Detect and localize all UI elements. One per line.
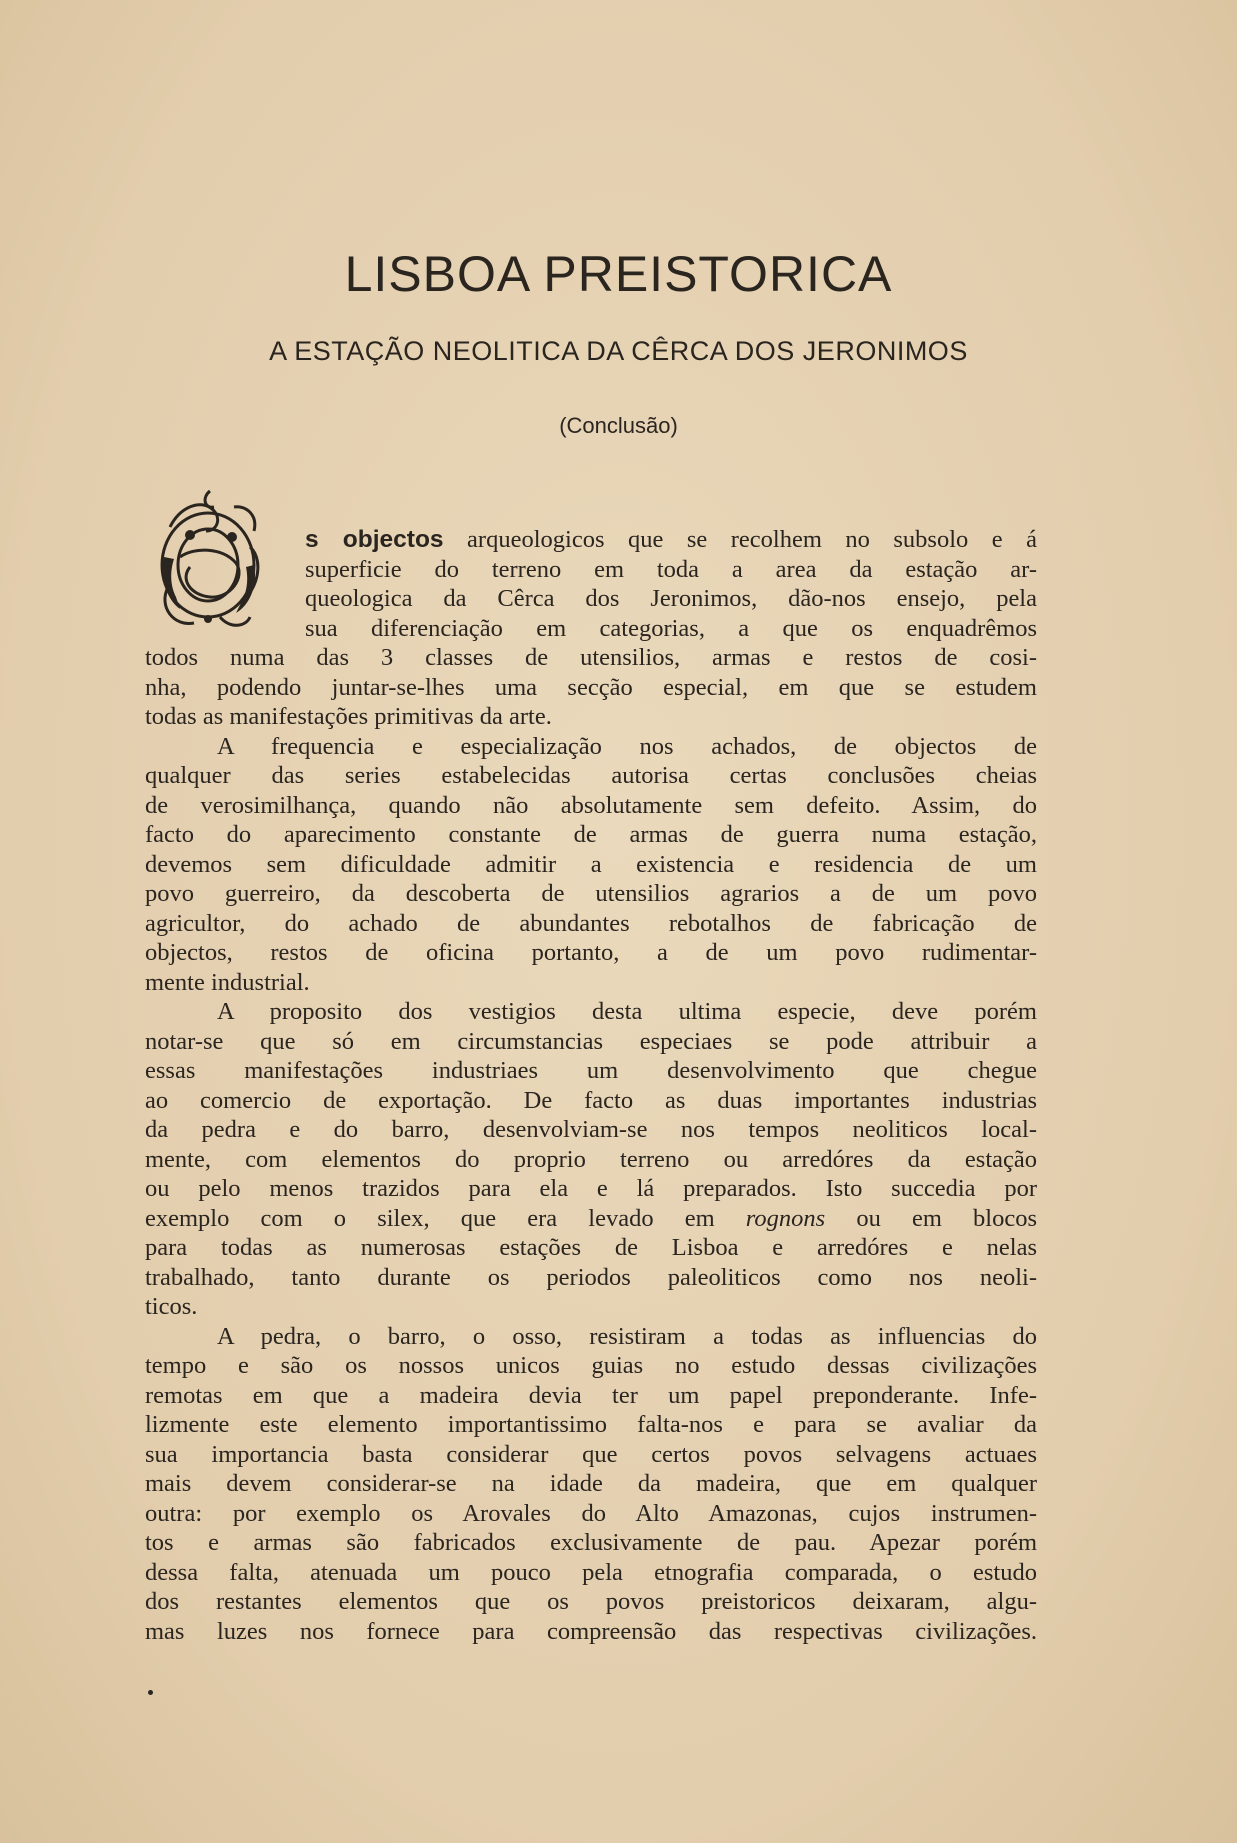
text-span: ou em blocos — [856, 1204, 1038, 1232]
text-span: exemplo com o silex, que era levado em — [145, 1204, 715, 1232]
text-line: outra: por exemplo os Arovales do Alto Amazonas, cujos instrumen- — [145, 1499, 1037, 1527]
paragraph-2 — [145, 732, 1037, 998]
page-title: LISBOA PREISTORICA — [344, 246, 893, 302]
text-line: dos restantes elementos que os povos preistoricos deixaram, algu- — [145, 1588, 1037, 1615]
text-line: trabalhado, tanto durante os periodos paleoliticos como nos neoli- — [145, 1263, 1037, 1291]
text-line: tempo e são os nossos unicos guias no estudo dessas civilizações — [145, 1352, 1037, 1379]
text-line: agricultor, do achado de abundantes rebotalhos de fabricação de — [145, 909, 1037, 937]
text-line: ou pelo menos trazidos para ela e lá preparados. Isto succedia por — [145, 1175, 1037, 1202]
text-line: para todas as numerosas estações de Lisboa e arredóres e nelas — [145, 1234, 1037, 1261]
paragraph-1 — [145, 525, 1037, 732]
bold-lead-text: s objectos — [305, 526, 444, 553]
continuation-note: (Conclusão) — [559, 413, 678, 438]
text-line: lizmente este elemento importantissimo falta-nos e para se avaliar da — [145, 1411, 1037, 1438]
page-subtitle: A ESTAÇÃO NEOLITICA DA CÊRCA DOS JERONIMOS — [269, 336, 968, 366]
text-line: ao comercio de exportação. De facto as duas importantes industrias — [145, 1086, 1037, 1114]
text-line: qualquer das series estabelecidas autorisa certas conclusões cheias — [145, 762, 1037, 789]
text-line: povo guerreiro, da descoberta de utensilios agrarios a de um povo — [145, 880, 1037, 907]
text-line: essas manifestações industriaes um desenvolvimento que chegue — [145, 1057, 1037, 1084]
text-line: todos numa das 3 classes de utensilios, armas e restos de cosi- — [145, 644, 1037, 671]
text-line: A pedra, o barro, o osso, resistiram a todas as influencias do — [217, 1322, 1037, 1350]
text-span: arqueologicos que se recolhem no subsolo e á — [467, 526, 1037, 553]
text-line: mente, com elementos do proprio terreno ou arredóres da estação — [145, 1145, 1037, 1173]
text-line: mente industrial. — [145, 968, 310, 996]
text-line: A frequencia e especialização nos achados, de objectos de — [217, 732, 1037, 760]
paragraph-4 — [145, 1322, 1037, 1647]
text-line: dessa falta, atenuada um pouco pela etnografia comparada, o estudo — [145, 1558, 1037, 1586]
text-line: todas as manifestações primitivas da arte. — [145, 703, 552, 730]
text-line: queologica da Cêrca dos Jeronimos, dão-nos ensejo, pela — [305, 585, 1037, 612]
text-line: de verosimilhança, quando não absolutamente sem defeito. Assim, do — [145, 791, 1037, 819]
text-line: ticos. — [145, 1293, 198, 1320]
ink-dot — [148, 1690, 153, 1695]
italic-term: rognons — [745, 1204, 826, 1232]
text-line: objectos, restos de oficina portanto, a de um povo rudimentar- — [145, 939, 1037, 966]
text-line: devemos sem dificuldade admitir a existencia e residencia de um — [145, 850, 1037, 878]
text-line: remotas em que a madeira devia ter um papel preponderante. Infe- — [145, 1381, 1037, 1409]
text-line: sua importancia basta considerar que certos povos selvagens actuaes — [145, 1440, 1037, 1468]
article-body — [145, 525, 1037, 1646]
text-line: sua diferenciação em categorias, a que os enquadrêmos — [305, 614, 1037, 642]
text-line: da pedra e do barro, desenvolviam-se nos tempos neoliticos local- — [145, 1116, 1037, 1143]
text-line: nha, podendo juntar-se-lhes uma secção especial, em que se estudem — [145, 673, 1037, 701]
text-line: notar-se que só em circumstancias especiaes se pode attribuir a — [145, 1027, 1037, 1055]
text-line: mas luzes nos fornece para compreensão das respectivas civilizações. — [145, 1617, 1037, 1645]
text-line: mais devem considerar-se na idade da madeira, que em qualquer — [145, 1470, 1037, 1497]
text-line: facto do aparecimento constante de armas de guerra numa estação, — [145, 821, 1037, 848]
text-line — [145, 1204, 1037, 1234]
paragraph-3 — [145, 997, 1037, 1322]
text-line: A proposito dos vestigios desta ultima especie, deve porém — [217, 998, 1037, 1025]
text-line — [305, 525, 1037, 555]
text-line: tos e armas são fabricados exclusivamente de pau. Apezar porém — [145, 1529, 1037, 1556]
text-line: superficie do terreno em toda a area da estação ar- — [305, 555, 1037, 583]
